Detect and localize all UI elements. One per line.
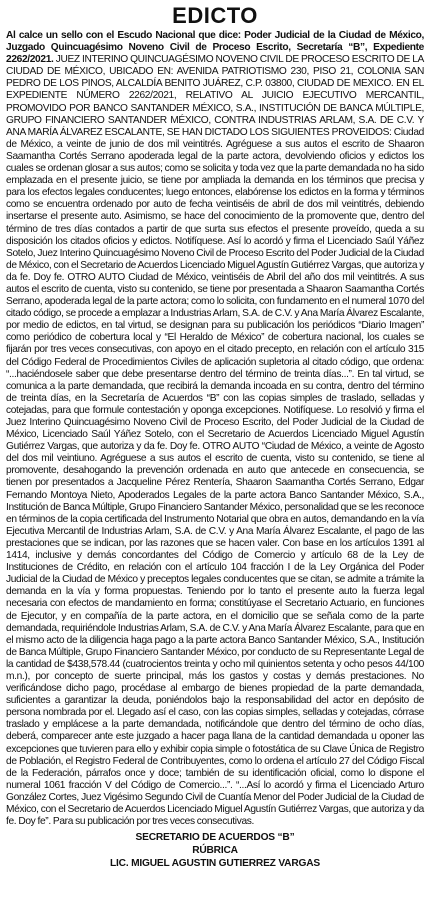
signature-block (6, 831, 424, 870)
seal-heading: Al calce un sello con el Escudo Nacional que dice: Poder Judicial de la Ciudad de México, Juzgado Quincuagésimo Noveno Civil de Proceso Escrito, Secretaría “B”, Expediente 2262/2021. (6, 30, 424, 66)
edict-paragraph: JUEZ INTERINO QUINCUAGÉSIMO NOVENO CIVIL DE PROCESO ESCRITO DE LA CIUDAD DE MÉXICO, UBICADO EN: AVENIDA PATRIOTISMO 230, PISO 21, COLONIA SAN PEDRO DE LOS PINOS, ALCALDÍA BENITO JUÁREZ, C.P. 03800, CIUDAD DE MEXICO. EN EL EXPEDIENTE NÚMERO 2262/2021, RELATIVO AL JUICIO EJECUTIVO MERCANTIL, PROMOVIDO POR BANCO SANTANDER MÉXICO, S.A., INSTITUCIÓN DE BANCA MÚLTIPLE, GRUPO FINANCIERO SANTANDER MÉXICO, CONTRA INDUSTRIAS ARLAM, S.A. DE C.V. Y ANA MARÍA ÁLVAREZ ESCALANTE, SE HAN DICTADO LOS SIGUIENTES PROVEIDOS: Ciudad de México, a veinte de junio de dos mil veintitrés. Agréguese a sus autos el escrito de Shaaron Saamantha Cortés Serrano apoderada legal de la parte actora, devolviendo oficios y edictos los cuales se ordenan glosar a sus autos; como se solicita y toda vez que la parte demandada no ha sido emplazada en el presente juicio, se tiene por ampliada la demanda en los términos que precisa y para los efectos legales conducentes; luego entonces, elabórense los edictos en la forma y términos como se encuentra ordenado por auto de fecha veintiséis de abril de dos mil veintitrés, debiendo insertarse el presente auto. Asimismo, se hace del conocimiento de la promovente que, dentro del término de tres días contados a partir de que surta sus efectos el presente proveído, queda a su disposición los citados oficios y edictos. Notifíquese. Así lo acordó y firma el Licenciado Saúl Yáñez Sotelo, Juez Interino Quincuagésimo Noveno Civil de Proceso Escrito del Poder Judicial de la Ciudad de México, con el Secretario de Acuerdos Licenciado Miguel Agustín Gutiérrez Vargas, que autoriza y da fe. Doy fe. OTRO AUTO Ciudad de México, veintiséis de Abril del año dos mil veintitrés. A sus autos el escrito de cuenta, visto su contenido, se tiene por presentada a Shaaron Saamantha Cortés Serrano, apoderada legal de la parte actora; como lo solicita, con fundamento en el numeral 1070 del citado código, se procede a emplazar a Industrias Arlam, S.A. de C.V. y Ana María Álvarez Escalante, por medio de edictos, en tal virtud, se designan para su publicación los periódicos “Diario Imagen” como periódico de cobertura local y “El Heraldo de México” de cobertura nacional, los cuales se fijarán por tres veces consecutivas, con apoyo en el citado precepto, en relación con el artículo 315 del Código Federal de Procedimientos Civiles de aplicación supletoria al citado código, que ordena: “...haciéndosele saber que debe presentarse dentro del término de treinta días...”. En tal virtud, se comunica a la parte demandada, que recibirá la demanda incoada en su contra, dentro del término de treinta días, en la Secretaría de Acuerdos “B” con las copias simples de traslado, selladas y cotejadas, para que formule contestación y oponga excepciones. Notifíquese. Lo resolvió y firma el Juez Interino Quincuagésimo Noveno Civil de Proceso Escrito, del Poder Judicial de la Ciudad de México, Licenciado Saúl Yáñez Sotelo, con el Secretario de Acuerdos Licenciado Miguel Agustín Gutiérrez Vargas, que autoriza y da fe. Doy fe. OTRO AUTO “Ciudad de México, a veinte de Agosto del dos mil veintiuno. Agréguese a sus autos el escrito de cuenta, visto su contenido, se tiene al promovente, desahogando la prevención ordenada en auto que antecede en consecuencia, se tienen por presentados a Jacqueline Pérez Rentería, Shaaron Saamantha Cortés Serrano, Edgar Fernando Montoya Nieto, Apoderados Legales de la parte actora Banco Santander México, S.A., Institución de Banca Múltiple, Grupo Financiero Santander México, personalidad que se les reconoce en términos de la copia certificada del Instrumento Notarial que obra en autos, demandando en la vía Ejecutiva Mercantil de Industrias Arlam, S.A. de C.V. y Ana María Álvarez Escalante, el pago de las prestaciones que se indican, por las razones que se hacen valer. Con base en los artículos 1391 al 1414, inclusive y demás concordantes del Código de Comercio y artículo 68 de la Ley de Instituciones de Crédito, en relación con el artículo 104 fracción I de la Ley Orgánica del Poder Judicial de la Ciudad de México y preceptos legales conducentes que se citan, se admite a trámite la demanda en la vía y forma propuestas. Teniendo por lo tanto el presente auto la fuerza legal necesaria con efectos de mandamiento en forma; constitúyase el Secretario Actuario, en funciones de Ejecutor, y en compañía de la parte actora, en el domicilio que se señala como de la parte demandada, requiriéndole Industrias Arlam, S.A. de C.V. y Ana María Álvarez Escalante, para que en el mismo acto de la diligencia haga pago a la parte actora Banco Santander México, S.A., Institución de Banca Múltiple, Grupo Financiero Santander México, por conducto de su Representante Legal de la cantidad de $438,578.44 (cuatrocientos treinta y ocho mil quinientos setenta y ocho pesos 44/100 m.n.), por concepto de suerte principal, más los gastos y costas y demás prestaciones. No verificándose dicho pago, procédase al embargo de bienes propiedad de la parte demandada, suficientes a garantizar la deuda, poniéndolos bajo la responsabilidad del actor en depósito de persona nombrada por el. Llegado así el caso, con las copias simples, selladas y cotejadas, córrase traslado y emplácese a la parte demandada, notificándole que dentro del término de ocho días, deberá, comparecer ante este juzgado a hacer paga llana de la cantidad demandada u oponer las excepciones que tuvieren para ello y exhibir copia simple o fotostática de su Clave Única de Registro de Población, el Registro Federal de Contribuyentes, como lo ordena el artículo 27 del Código Fiscal de la Federación, párrafos once y doce; también de su identificación oficial, como lo dispone el numeral 1061 fracción V del Código de Comercio...”. “...Así lo acordó y firma el Licenciado Arturo González Cortes, Juez Vigésimo Segundo Civil de Cuantía Menor del Poder Judicial de la Ciudad de México, con el Secretario de Acuerdos Licenciado Miguel Agustín Gutiérrez Vargas, que autoriza y da fe. Doy fe”. Para su publicación por tres veces consecutivas. (6, 54, 424, 828)
edict-text (6, 30, 424, 828)
signature-rubrica: RÚBRICA (192, 845, 238, 857)
signature-name: LIC. MIGUEL AGUSTIN GUTIERREZ VARGAS (110, 858, 320, 870)
signature-role: SECRETARIO DE ACUERDOS “B” (135, 832, 295, 844)
edict-body (6, 30, 424, 828)
edict-title: EDICTO (172, 3, 258, 28)
